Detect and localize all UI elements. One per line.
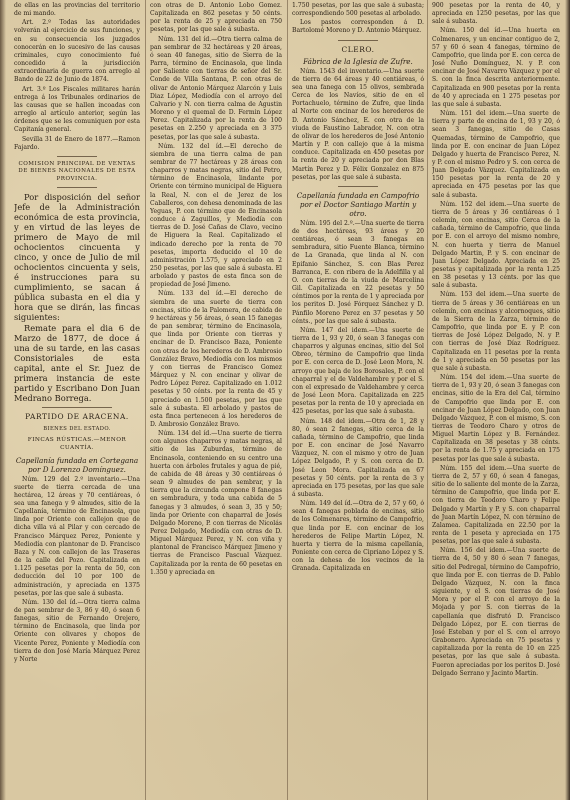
separator — [42, 407, 112, 408]
separator — [338, 40, 378, 41]
announcement: Por disposición del señor Jefe de la Administración económica de esta provincia, y en virtud de las leyes de primero de Mayo de mil ochocientos cincuenta y cinco, y once de Julio de mil ochocientos cincuenta y seis, é instrucciones para su cumplimiento, se sacan á pública subasta en el dia y hora que se dirán, las fincas siguientes: — [14, 192, 140, 323]
page-right-edge-shadow — [565, 0, 570, 800]
article-2: Art. 2.º Todas las autoridades volverán al ejercicio de sus funciones, y en su consecuencia los juzgados conocerán en lo sucesivo de las causas criminales, cuyo conocimiento fué concedido á la jurisdicción extraordinaria de guerra con arreglo al Bando de 22 de Junio de 1874. — [14, 19, 140, 84]
separator — [57, 156, 97, 157]
lot-134: Núm. 134 del íd.—Una suerte de tierra con algunos chaparros y matas negras, al sitio de las Zuburdas, término de Encinasola, conteniendo en su centro una huerta con árboles frutales y agua de pié, de cabida de 48 áreas y 30 centiáreas ó sean 9 almudes de pan sembrar, y la tierra que la circunda compone 8 fanegas en sembradura, y toda una cabida de 5 fanegas y 3 almudes, ó sean 3, 35 y 50; linda por Oriente con chaparral de Josés Delgado Moreno, P. con tierras de Nicolás Perez Delgado, Mediodía con otras de D. Miguel Márquez Perez, y N. con viña y plantonal de Francisco Márquez Jimeno y tierras de Francisco Pascual Vázquez. Capitalizada por la renta de 60 pesetas en 1.350 y apreciada en — [150, 430, 282, 576]
lot-130: Núm. 130 del íd.—Otra tierra calma de pan sembrar de 3, 86 y 40, ó sean 6 fanegas, sitio de Fernando Orejero, término de Encinasola, que linda por Oriente con olivares y chopos de Vicente Perez, Poniente y Mediodía con tierra de don José María Márquez Perez y Norte — [14, 598, 140, 663]
lot-154: Núm. 154 del idem.—Una suerte de tierra de 1, 93 y 20, ó sean 3 fanegas con encinas, sitio de la Era del Cal, término de Campofrio que linda por E. con encinar de Juan López Delgado, con Juan Delgado Vázquez, P. con el mismo, S. con tierras de Teodoro Charo y otros de Miguel Martin López y B. Fernández. Capitalizada en 38 pesetas y 38 cénts. por la renta de 1.75 y apreciada en 175 pesetas por las que sale á subasta. — [432, 374, 560, 463]
separator — [338, 186, 378, 187]
paragraph: de ellas en las provincias del territorio de mi mando. — [14, 2, 140, 18]
column-rule-1 — [145, 0, 146, 800]
lot-150: Núm. 150 del íd.—Una huerta en Colmenares, y un encinar contiguo de 2, 57 y 60 ó sean 4 fanegas, término de Campofrio, que linda por E. con cerca de José Nuño Domínguez, N. y P. con encinar de José Navarro Vázquez y por el S. con la finca descrita anteriormente. Capitalizada en 900 pesetas por la renta de 40 y apreciada en 1 275 pesetas por las que sale á subasta. — [432, 27, 560, 108]
page-left-edge-shadow — [0, 0, 6, 800]
lot-131: Núm. 131 del íd.—Otra tierra calma de pan sembrar de 32 hectáreas y 20 áreas, ó sean 40 fanegas, sitio de Sierra de la Parra, término de Encinasola, que linda por Saliente con tierras de señor del Sr. Conde de Villa Santana, P. con otras de olivar de Antonio Márquez Alarcón y Luis Diaz López, Mediodía con el arroyo del Calvario y N. con tierra calma de Agustin Moreno y el quemal de D. Fermin López Perez. Capitalizada por la renta de 100 pesetas en 2.250 y apreciada en 3 375 pesetas, por las que sale á subasta. — [150, 35, 282, 141]
lot-156: Núm. 156 del idem.—Una suerte de tierra de 4, 50 y 80 ó sean 7 fanegas, sitio del Pedregal, término de Campofrio, que linda por E. con tierras de D. Pablo Delgado Vázquez, N. con la finca siguiente, y el S. con tierras de José Mora y por el P. con el arroyo de la Mojada y por S. con tierras de la capellanía que disfrutó D. Francisco Delgado López, por E. con tierras de José Esteban y por el S. con el arroyo Grabonero. Apreciada en 75 pesetas y capitalizada por la renta de 10 en 225 pesetas, por las que sale á subasta. Fueron apreciadas por los peritos D. José Delgado Serrano y Jacinto Martin. — [432, 547, 560, 677]
district-heading: PARTIDO DE ARACENA. — [25, 412, 129, 422]
clergy-heading: CLERO. — [341, 44, 375, 54]
lot-132: Núm. 132 del íd.—El derecho de siembra de una tierra calma de pan sembrar de 77 hectáreas y 28 áreas con chaparros y matas negras, sitio del Petro, término de Encinasola, lindante por Oriente con término municipal de Higuera la Real, N. con el de Jerez de los Caballeros, con dehesa denominada de las Yeguas, P. con término que de Encinasola conduce á Zaguillos, y Mediodía con tierras de D. José Cañas de Clavo, vecino de Higuera la Real. Capitalizado el indicado derecho por la renta de 70 pesetas, importa deducido el 10 de administración 1.575, y apreciado en 2 250 pesetas, por las que sale á subasta. El arbolado y pastos de esta finca son de propiedad de José Jimeno. — [150, 142, 282, 289]
article-3: Art. 3.º Los Fiscales militares harán entrega á los Tribunales ordinarios de las causas que se hallen incoadas con arreglo al artículo anterior, según las órdenes que se les comuniquen por esta Capitanía general. — [14, 85, 140, 134]
signature-line: Sevilla 31 de Enero de 1877.—Ramon Fajardo. — [14, 135, 140, 151]
lot-149: Núm. 149 del íd.—Otra de 2, 57 y 60, ó sean 4 fanegas poblada de encinas, sitio de los Colmenares, término de Campofrio, que linda por E. con encinar de los herederos de Felipe Martin López, N. huerta y tierra de la misma capellanía, Poniente con cerca de Cipriano López y S. con la dehesa de los vecinos de la Granada. Capitalizada en — [292, 500, 424, 573]
column-3 — [292, 2, 424, 798]
lot-195: Núm. 195 del 2.º.—Una suerte de tierra de dos hectáreas, 93 áreas y 20 centiáreas, ó sean 3 fanegas en sembradura, sitio Fuente Blanca, término de La Granada, que linda al N. con Epifanio Sánchez, S. con Blas Perez Barranca, E. con ribera de la Adelfilla y al O. con tierras de la viuda de Marcelina Gil. Capitalizada en 22 pesetas y 50 céntimos por la renta de 1 y apreciada por los peritos D. José Fórquez Sánchez y D. Pánfilo Moreno Perez en 37 pesetas y 50 cénts., por las que sale á subasta. — [292, 219, 424, 325]
commission-title: COMISION PRINCIPAL DE VENTAS DE BIENES NACIONALES DE ESTA PROVINCIA. — [18, 160, 136, 182]
lot-155: Núm. 155 del idem.—Una suerte de tierra de 2, 57 y 60, ó sean 4 fanegas, sitio de lo saliente del monte de la Zarza, término de Campofrio, que linda por E. con tierra de Teodoro Charo y Felipe Delgado y Martín y P. y S. con chaparral de Juan Martín López, N. con término de Zalamea. Capitalizada en 22.50 por la renta de 1 peseta y apreciada en 175 pesetas, por las que sale á subasta. — [432, 464, 560, 546]
section-heading: BIENES DEL ESTADO. — [43, 426, 111, 433]
paragraph: 900 pesetas por la renta de 40, y apreciada en 1250 pesetas, por las que sale á subasta. — [432, 2, 560, 26]
chaplaincy-heading-2: Capellanía fundada en Campofrio por el Doctor Santiago Martin y otro. — [296, 190, 420, 218]
paragraph: con otras de D. Antonio Lobo Gomez. Capitalizada en 862 pesetas y 50 cénts. por la renta de 25 y apreciada en 750 pesetas, por las que sale á subasta. — [150, 2, 282, 34]
church-heading: Fábrica de la Iglesia de Zufre. — [303, 56, 413, 66]
paragraph: 1.750 pesetas, por las que sale á subasta; correspondiendo 500 pesetas al arbolado. — [292, 2, 424, 18]
lot-1543: Núm. 1543 del inventario.—Una suerte de tierra de 64 áreas y 40 centiáreas, ó sea una fanega con 15 olivos, sembrada Cerca de los Navíos, sitio de en el Portachuelo, término de Zufre, que linda al Norte con encinar de los herederos de D. Antonio Sánchez, E. con otra de la viuda de Faustino Labrador, N. con otra de olivar de los herederos de José Antonio Martín y P. con callejo que á la misma conduce. Capitalizada en 450 pesetas por la renta de 20 y apreciada por don Blas Martín Perez y D. Félix Gonzalez en 875 pesetas, por las que sale á subasta. — [292, 67, 424, 181]
chaplaincy-heading: Capellanía fundada en Cortegana por D Lorenzo Domínguez. — [15, 455, 139, 474]
lot-147: Núm. 147 del idem.—Una suerte de tierra de 1, 93 y 20, ó sean 3 fanegas con chaparros y algunas encinas, sitio del Sol Obreo, término de Campofrio que linda por E. con cerca de D. José Leon Mora, N. arroyo que baja de los Borosales, P. con el chaparral y el de Valdehambre y por el S. con el expresado de Valdehambre y cerca de José Leon Mora. Capitalizada en 225 pesetas por la renta de 10 y apreciada en 425 pesetas, por las que sale á subasta. — [292, 326, 424, 416]
separator — [57, 187, 97, 188]
pastos-note: Los pastos corresponden á D. Bartolomé Moreno y D. Antonio Márquez. — [292, 19, 424, 35]
lot-151: Núm. 151 del idem.—Una suerte de tierra y parte de encina de 1, 93 y 20, ó sean 3 fanegas, sitio de Casas Quemadas, término de Campofrio, que linda por E. con encinar de Juan López Delgado y huerta de Francisco Perez, N. y P. con el mismo Pedro y S. con cerca de Juan Delgado Vázquez. Capitalizada en 150 pesetas por la renta de 20 y apreciada en 475 pesetas por las que sale á subasta. — [432, 110, 560, 199]
lot-133: Núm. 133 del íd.—El derecho de siembra de una suerte de tierra con encinas, sitio de la Palomera, de cabida de 9 hectáreas y 56 áreas, ó sean 15 fanegas de pan sembrar, término de Encinasola, que linda por Oriente con tierras y encinar de D. Francisco Baza, Poniente con otras de los herederos de D. Ambrosio González Bravo, Mediodía con los mismos y con tierras de Francisco Gomez Márquez y N. con encinar y olivar de Pedro López Perez. Capitalizado en 1.012 pesetas y 50 cénts. por la renta de 45 y apreciado en 1.500 pesetas, por las que sale á subasta. El arbolado y pastos de esta finca pertenecen á los herederos de D. Ambrosio González Bravo. — [150, 290, 282, 428]
lot-153: Núm. 153 del idem.—Una suerte de tierra de 5 áreas y 36 centiáreas en un celemín, con encinas y alcornoques, sitio de la Sierra de la Zarza, término de Campofrio, que linda por E. y P. con tierras de José López Delgado, N. y P. con tierras de José Díaz Rodríguez. Capitalizada en 11 pesetas por la renta de 1 y apreciada en 50 pesetas por las que sale á subasta. — [432, 291, 560, 372]
lot-129: Núm. 129 del 2.º inventario.—Una suerte de tierra cercada de una hectárea, 12 áreas y 70 centiáreas, ó sea una fanega y 9 almudes, sitio de la Capellanía, término de Encinasola, que linda por Oriente con callejon que de dicha villa vá al Pilar y con cercado de Francisco Márquez Perez, Poniente y Mediodía con plantonar de D. Francisco Baza y N. con callejon de las Traseras de la calle del Pozo. Capitalizada en 1.125 pesetas por la renta de 50, con deducción del 10 por 100 de administración, y apreciada en 1375 pesetas, por las que sale á subasta. — [14, 475, 140, 597]
column-rule-3 — [427, 0, 428, 800]
column-4 — [432, 2, 560, 798]
column-1 — [14, 2, 140, 798]
column-2 — [150, 2, 282, 798]
auction-notice: Remate para el dia 6 de Marzo de 1877, de doce á una de su tarde, en las casas Consistoriales de esta capital, ante el Sr. Juez de primera instancia de este partido y Escribano Don Juan Medrano Borrega. — [14, 323, 140, 404]
subsection-heading: FINCAS RÚSTICAS.—MENOR CUANTÍA. — [27, 437, 127, 452]
lot-148: Núm. 148 del idem.—Otra de 1, 28 y 80, ó sean 2 fanegas, sitio cerca de la cañada, término de Campofrio, que linda por E. con encinar de José Navarro Vázquez, N. con el mismo y otro de Juan López Delgado, P. y S. con cerca de D. José Leon Mora. Capitalizada en 67 pesetas y 50 cénts. por la renta de 3 y apreciada en 175 pesetas, por las que sale á subasta. — [292, 417, 424, 498]
column-rule-2 — [287, 0, 288, 800]
lot-152: Núm. 152 del idem.—Una suerte de tierra de 5 áreas y 36 centiáreas ó 1 celemín, con encinas, sitio Cerca de la cañada, término de Campofrio, que linda por E. con el arroyo del mismo nombre, N. con huerta y tierra de Manuel Delgado Martin, P. y S. con encinar de Juan López Delgado. Apreciada en 25 pesetas y capitalizada por la renta 1.25 en 38 pesetas y 13 cénts. por las que sale á subasta. — [432, 200, 560, 290]
